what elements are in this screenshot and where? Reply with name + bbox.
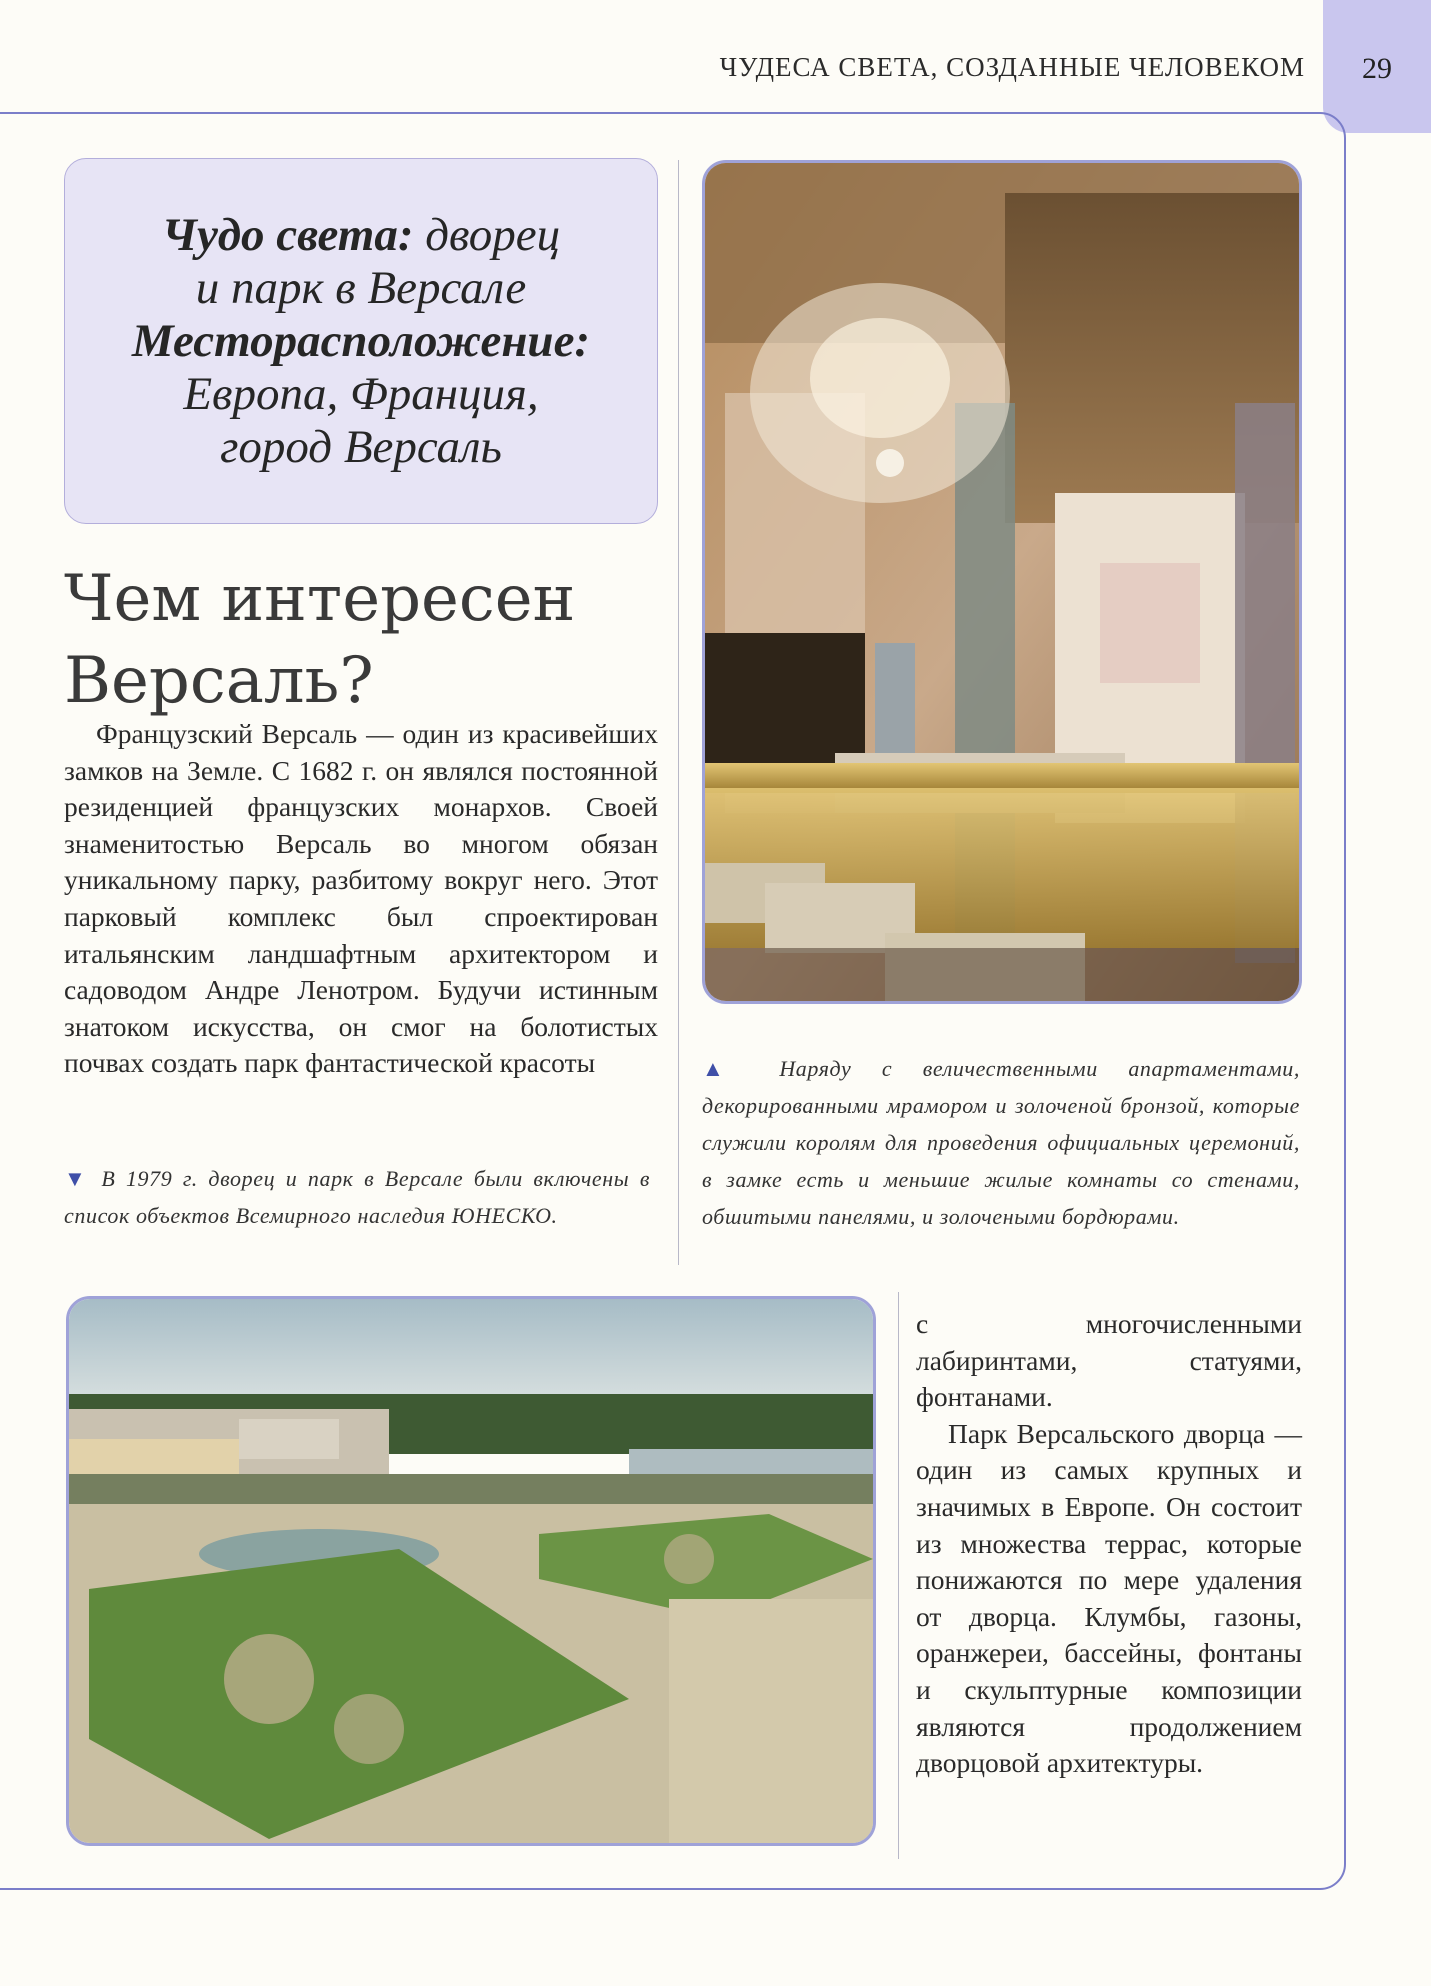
triangle-down-icon: ▼ [64, 1166, 91, 1191]
right-continuation: с многочисленными лабиринтами, статуями, фонтанами. [916, 1308, 1302, 1413]
left-body-text [64, 716, 658, 1082]
wonder-line1-rest: дворец [413, 208, 561, 261]
location-line2: город Версаль [220, 420, 502, 473]
right-paragraph: Парк Версальского дворца — один из самых крупных и значимых в Европе. Он состоит из множества террас, которые понижаются по мере удаления от дворца. Клумбы, газоны, оранжереи, бассейны, фонтаны и скульптурные композиции являются продолжением дворцовой архитектуры. [916, 1417, 1302, 1779]
column-divider-top [678, 160, 679, 1265]
triangle-up-icon: ▲ [702, 1056, 749, 1081]
info-box [64, 158, 658, 524]
article-headline [64, 558, 664, 722]
garden-photo [66, 1296, 876, 1846]
page-number: 29 [1362, 52, 1392, 85]
location-label: Месторасположение: [131, 314, 591, 367]
wonder-label: Чудо света: [161, 208, 414, 261]
headline-line2: Версаль? [64, 644, 374, 718]
location-line1: Европа, Франция, [183, 367, 539, 420]
column-divider-bottom [898, 1292, 899, 1859]
running-header: ЧУДЕСА СВЕТА, СОЗДАННЫЕ ЧЕЛОВЕКОМ [719, 52, 1305, 82]
right-body-text [916, 1306, 1302, 1782]
wonder-line2: и парк в Версале [195, 261, 527, 314]
left-paragraph: Французский Версаль — один из красивейших замков на Земле. С 1682 г. он являлся постоянной резиденцией французских монархов. Своей знаменитостью Версаль во многом обязан уникальному парку, разбитому вокруг него. Этот парковый комплекс был спроектирован итальянским ландшафтным архитектором и садоводом Андре Ленотром. Будучи истинным знатоком искусства, он смог на болотистых почвах создать парк фантастической красоты [64, 718, 658, 1079]
caption-right-text: Наряду с величественными апартаментами, декорированными мрамором и золоченой бронзой, которые служили королям для проведения официальных церемоний, в замке есть и меньшие жилые комнаты со стенами, обшитыми панелями, и золочеными бордюрами. [702, 1056, 1300, 1229]
bedroom-photo [702, 160, 1302, 1004]
caption-left [64, 1160, 650, 1234]
info-box-wonder-line [162, 209, 560, 262]
caption-right [702, 1050, 1300, 1235]
headline-line1: Чем интересен [64, 562, 576, 636]
caption-left-text: В 1979 г. дворец и парк в Версале были включены в список объектов Всемирного наследия ЮНЕСКО. [64, 1166, 650, 1228]
page-tab [1323, 0, 1431, 133]
